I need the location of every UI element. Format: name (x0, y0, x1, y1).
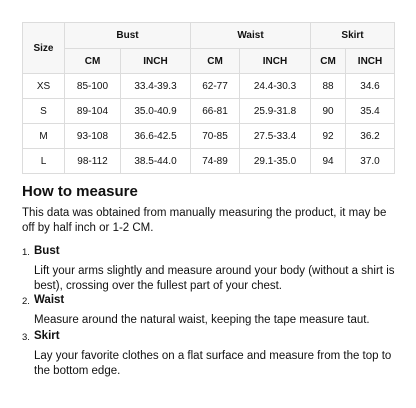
waist-cm-cell: 62-77 (191, 74, 240, 99)
skirt-inch-cell: 36.2 (346, 124, 395, 149)
bust-inch-cell: 33.4-39.3 (121, 74, 191, 99)
skirt-cm-cell: 92 (311, 124, 346, 149)
waist-inch-cell: 24.4-30.3 (240, 74, 311, 99)
skirt-group-header: Skirt (311, 23, 395, 49)
step-number: 3. (22, 332, 30, 343)
waist-inch-header: INCH (240, 49, 311, 74)
bust-cm-header: CM (65, 49, 121, 74)
bust-inch-cell: 36.6-42.5 (121, 124, 191, 149)
skirt-cm-header: CM (311, 49, 346, 74)
size-cell: L (23, 149, 65, 174)
skirt-cm-cell: 90 (311, 99, 346, 124)
step-title: Bust (34, 245, 60, 257)
waist-inch-cell: 25.9-31.8 (240, 99, 311, 124)
bust-cm-cell: 93-108 (65, 124, 121, 149)
size-cell: XS (23, 74, 65, 99)
skirt-inch-header: INCH (346, 49, 395, 74)
waist-inch-cell: 27.5-33.4 (240, 124, 311, 149)
bust-cm-cell: 89-104 (65, 99, 121, 124)
bust-cm-cell: 98-112 (65, 149, 121, 174)
waist-group-header: Waist (191, 23, 311, 49)
waist-cm-header: CM (191, 49, 240, 74)
size-cell: M (23, 124, 65, 149)
how-to-measure-title: How to measure (22, 183, 138, 200)
waist-inch-cell: 29.1-35.0 (240, 149, 311, 174)
table-row (23, 74, 395, 99)
step-description: Measure around the natural waist, keeping the tape measure taut. (34, 314, 370, 326)
skirt-cm-cell: 94 (311, 149, 346, 174)
waist-cm-cell: 66-81 (191, 99, 240, 124)
step-description: Lay your favorite clothes on a flat surface and measure from the top to the bottom edge. (34, 350, 392, 377)
step-number: 1. (22, 247, 30, 258)
step-title: Waist (34, 294, 65, 306)
skirt-cm-cell: 88 (311, 74, 346, 99)
size-cell: S (23, 99, 65, 124)
size-column-header: Size (23, 23, 65, 74)
waist-cm-cell: 70-85 (191, 124, 240, 149)
bust-inch-header: INCH (121, 49, 191, 74)
size-table (22, 22, 395, 174)
table-row (23, 149, 395, 174)
bust-group-header: Bust (65, 23, 191, 49)
waist-cm-cell: 74-89 (191, 149, 240, 174)
bust-inch-cell: 38.5-44.0 (121, 149, 191, 174)
skirt-inch-cell: 34.6 (346, 74, 395, 99)
skirt-inch-cell: 35.4 (346, 99, 395, 124)
table-group-header-row (23, 23, 395, 49)
step-title: Skirt (34, 330, 60, 342)
table-row (23, 99, 395, 124)
step-number: 2. (22, 296, 30, 307)
skirt-inch-cell: 37.0 (346, 149, 395, 174)
bust-cm-cell: 85-100 (65, 74, 121, 99)
bust-inch-cell: 35.0-40.9 (121, 99, 191, 124)
table-unit-header-row (23, 49, 395, 74)
table-row (23, 124, 395, 149)
how-to-measure-intro: This data was obtained from manually measuring the product, it may be off by half inch or 1-2 CM. (22, 207, 387, 234)
step-description: Lift your arms slightly and measure around your body (without a shirt is best), crossing over the fullest part of your chest. (34, 265, 395, 292)
